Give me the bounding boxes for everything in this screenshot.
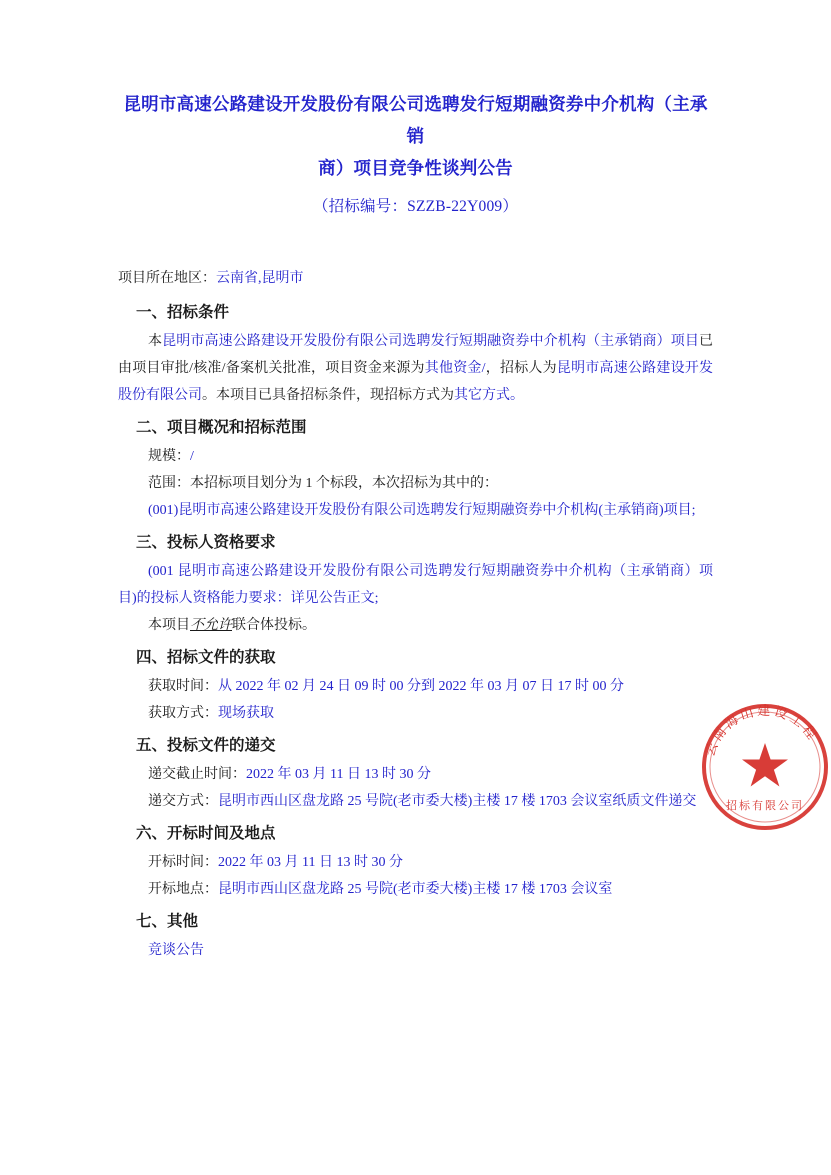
section-2-scope <box>118 470 713 497</box>
section-1-plain3: 。本项目已具备招标条件，现招标方式为 <box>202 388 454 403</box>
section-heading-3: 三、投标人资格要求 <box>136 534 276 551</box>
section-1-plain1: 已由项目审批/核准/备案机关批准，项目资金来源为 <box>118 334 714 376</box>
section-4-get-way <box>118 700 713 727</box>
section-4-get-time-label: 获取时间： <box>148 679 218 694</box>
section-3-joint-suffix: 联合体投标。 <box>232 618 316 633</box>
section-4-get-way-value: 现场获取 <box>218 706 274 721</box>
section-1-blue1: 昆明市高速公路建设开发股份有限公司选聘发行短期融资券中介机构（主承销商）项 <box>162 334 685 349</box>
section-5-submit-way-value: 昆明市西山区盘龙路 25 号院(老市委大楼)主楼 17 楼 1703 会议室纸质文件递交 <box>218 794 697 809</box>
section-heading-2: 二、项目概况和招标范围 <box>136 419 307 436</box>
section-3-qualification: (001 昆明市高速公路建设开发股份有限公司选聘发行短期融资券中介机构（主承销商）项目)的投标人资格能力要求：详见公告正文; <box>118 564 713 606</box>
section-4-get-way-label: 获取方式： <box>148 706 218 721</box>
svg-text:招标有限公司: 招标有限公司 <box>726 800 804 812</box>
section-heading-4: 四、招标文件的获取 <box>136 649 276 666</box>
section-heading-6: 六、开标时间及地点 <box>136 825 276 842</box>
title-spacer <box>118 222 713 266</box>
section-1-blue4: 昆明市高速公路建设开发股份有限公司 <box>118 361 714 403</box>
section-6-open-place-label: 开标地点： <box>148 882 218 897</box>
svg-text:云南海山建设工程: 云南海山建设工程 <box>702 702 822 759</box>
section-4-get-time-value: 从 2022 年 02 月 24 日 09 时 00 分到 2022 年 03 月 07 日 17 时 00 分 <box>218 679 624 694</box>
section-3-joint-bid <box>118 612 713 639</box>
section-5-submit-way-label: 递交方式： <box>148 794 218 809</box>
page-title-line2: 商）项目竞争性谈判公告 <box>318 158 513 178</box>
section-1-plain2: ，招标人为 <box>485 361 557 376</box>
section-7-other: 竞谈公告 <box>148 943 204 958</box>
section-1-blue2: 目 <box>684 334 700 349</box>
section-1-body <box>118 328 713 409</box>
section-5-deadline-label: 递交截止时间： <box>148 767 246 782</box>
section-5-deadline <box>118 761 713 788</box>
section-3-joint-emphasis: 不允许 <box>190 618 232 633</box>
tender-number: （招标编号：SZZB-22Y009） <box>312 198 519 215</box>
section-2-scope-item: (001)昆明市高速公路建设开发股份有限公司选聘发行短期融资券中介机构(主承销商)项目; <box>148 503 696 518</box>
section-1-lead: 本 <box>148 334 163 349</box>
section-5-submit-way <box>118 788 713 815</box>
section-5-deadline-value: 2022 年 03 月 11 日 13 时 30 分 <box>246 767 431 782</box>
section-6-open-place <box>118 876 713 903</box>
section-6-open-place-value: 昆明市西山区盘龙路 25 号院(老市委大楼)主楼 17 楼 1703 会议室 <box>218 882 613 897</box>
page-title <box>118 88 713 184</box>
section-1-blue5: 其它方式。 <box>454 388 524 403</box>
project-region <box>118 266 713 292</box>
section-heading-5: 五、投标文件的递交 <box>136 737 276 754</box>
section-1-blue3: 其他资金/ <box>424 361 486 376</box>
section-6-open-time <box>118 849 713 876</box>
section-heading-7: 七、其他 <box>136 913 199 930</box>
section-6-open-time-value: 2022 年 03 月 11 日 13 时 30 分 <box>218 855 403 870</box>
section-2-scope-label: 范围： <box>148 476 190 491</box>
section-3-joint-prefix: 本项目 <box>148 618 190 633</box>
section-6-open-time-label: 开标时间： <box>148 855 218 870</box>
section-4-get-time <box>118 673 713 700</box>
section-2-scale <box>118 443 713 470</box>
project-region-value: 云南省,昆明市 <box>216 271 304 286</box>
project-region-label: 项目所在地区： <box>118 271 216 286</box>
section-heading-1: 一、招标条件 <box>136 304 230 321</box>
section-2-scope-text: 本招标项目划分为 1 个标段，本次招标为其中的： <box>190 476 498 491</box>
section-2-scale-value: / <box>190 449 194 464</box>
section-2-scale-label: 规模： <box>148 449 190 464</box>
page-title-line1: 昆明市高速公路建设开发股份有限公司选聘发行短期融资券中介机构（主承销 <box>123 94 708 146</box>
